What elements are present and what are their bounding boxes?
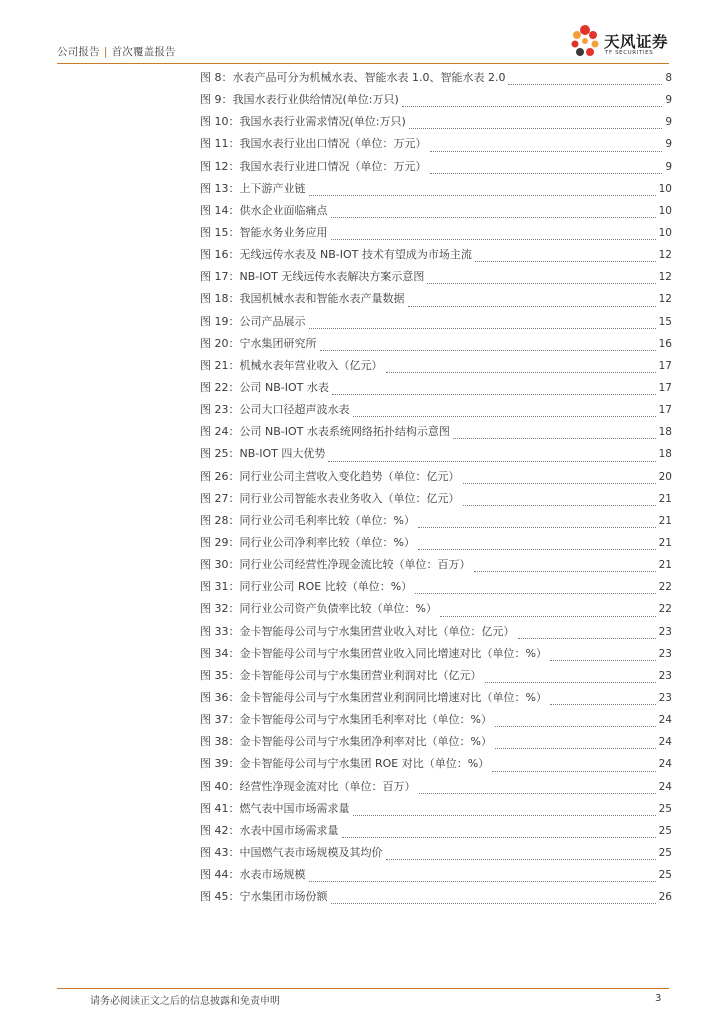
toc-entry[interactable] [200,67,672,89]
figure-caption: 金卡智能母公司与宁水集团营业收入同比增速对比（单位：%） [239,646,547,660]
dot-leader [550,659,656,661]
dot-leader [440,615,656,617]
figure-page-number: 10 [658,226,672,239]
figure-caption: 我国机械水表和智能水表产量数据 [239,292,405,306]
figure-caption: 同行业公司 ROE 比较（单位：%） [239,580,413,594]
figure-page-number: 21 [658,514,672,527]
figure-caption: 公司产品展示 [239,314,306,328]
figure-number: 图 21： [200,358,240,372]
figure-caption: 金卡智能母公司与宁水集团营业收入对比（单位：亿元） [239,624,515,638]
figure-caption: 同行业公司净利率比较（单位：%） [239,535,415,549]
toc-entry[interactable] [200,311,672,333]
toc-entry[interactable] [200,643,672,665]
toc-entry[interactable] [200,443,672,465]
figure-page-number: 21 [658,492,672,505]
dot-leader [495,747,656,749]
dot-leader [408,305,656,307]
dot-leader [342,836,656,838]
dot-leader [409,127,663,129]
figure-number: 图 15： [200,225,240,239]
flower-logo-icon [568,22,604,60]
figure-page-number: 17 [658,359,672,372]
toc-entry[interactable] [200,288,672,310]
dot-leader [463,504,656,506]
toc-entry[interactable] [200,576,672,598]
figure-number: 图 22： [200,380,240,394]
figure-page-number: 9 [665,160,672,173]
figure-number: 图 11： [200,137,240,151]
figure-caption: 公司 NB-IOT 水表系统网络拓扑结构示意图 [239,425,450,439]
dot-leader [353,415,656,417]
figure-page-number: 24 [658,758,672,771]
toc-entry[interactable] [200,510,672,532]
toc-entry[interactable] [200,598,672,620]
report-subtype: 首次覆盖报告 [111,46,176,58]
toc-entry[interactable] [200,333,672,355]
figure-number: 图 27： [200,491,240,505]
page-number: 3 [655,993,662,1004]
figure-number: 图 32： [200,602,240,616]
dot-leader [418,548,656,550]
figure-caption: 同行业公司资产负债率比较（单位：%） [239,602,437,616]
figure-page-number: 22 [658,581,672,594]
figure-page-number: 24 [658,714,672,727]
figure-page-number: 21 [658,536,672,549]
figure-page-number: 20 [658,470,672,483]
figure-caption: 机械水表年营业收入（亿元） [239,358,383,372]
toc-entry[interactable] [200,864,672,886]
figure-page-number: 16 [658,337,672,350]
figure-number: 图 43： [200,845,240,859]
figure-caption: 智能水务业务应用 [239,225,328,239]
dot-leader [485,681,656,683]
figure-page-number: 25 [658,869,672,882]
figure-number: 图 12： [200,159,240,173]
figure-caption: 宁水集团研究所 [239,336,317,350]
dot-leader [550,703,656,705]
toc-entry[interactable] [200,89,672,111]
dot-leader [309,327,656,329]
toc-entry[interactable] [200,776,672,798]
figure-number: 图 18： [200,292,240,306]
figure-number: 图 34： [200,646,240,660]
figure-caption: 中国燃气表市场规模及其均价 [239,845,383,859]
dot-leader [492,770,655,772]
figure-caption: 金卡智能母公司与宁水集团 ROE 对比（单位：%） [239,757,490,771]
figure-page-number: 23 [658,691,672,704]
figure-page-number: 23 [658,669,672,682]
figure-caption: NB-IOT 四大优势 [239,447,326,461]
figure-number: 图 8： [200,71,233,84]
figure-page-number: 12 [658,271,672,284]
dot-leader [415,592,655,594]
dot-leader [474,570,656,572]
figure-caption: 金卡智能母公司与宁水集团营业利润对比（亿元） [239,668,482,682]
toc-entry[interactable] [200,820,672,842]
dot-leader [463,482,656,484]
toc-entry[interactable] [200,178,672,200]
figure-page-number: 21 [658,559,672,572]
dot-leader [353,814,656,816]
dot-leader [419,792,656,794]
figure-number: 图 16： [200,248,240,262]
tf-securities-logo [568,22,678,62]
figure-number: 图 14： [200,203,240,217]
toc-entry[interactable] [200,466,672,488]
logo-name-en: TF SECURITIES [605,50,654,56]
dot-leader [430,172,663,174]
dot-leader [331,238,656,240]
figure-caption: 经营性净现金流对比（单位：百万） [239,779,416,793]
figure-caption: 金卡智能母公司与宁水集团营业利润同比增速对比（单位：%） [239,690,547,704]
toc-entry[interactable] [200,355,672,377]
figure-number: 图 28： [200,513,240,527]
figure-caption: 供水企业面临痛点 [239,203,328,217]
figure-number: 图 13： [200,181,240,195]
dot-leader [332,393,656,395]
dot-leader [475,260,656,262]
figure-index [200,67,672,908]
figure-caption: 无线远传水表及 NB-IOT 技术有望成为市场主流 [239,248,472,262]
figure-number: 图 20： [200,336,240,350]
dot-leader [402,105,663,107]
figure-page-number: 15 [658,315,672,328]
dot-leader [309,194,656,196]
toc-entry[interactable] [200,731,672,753]
dot-leader [386,371,656,373]
figure-number: 图 19： [200,314,240,328]
header-rule [57,63,669,64]
toc-entry[interactable] [200,753,672,775]
figure-caption: 我国水表行业进口情况（单位：万元） [239,159,427,173]
figure-caption: 公司 NB-IOT 水表 [239,380,329,394]
toc-entry[interactable] [200,798,672,820]
figure-page-number: 23 [658,647,672,660]
toc-entry[interactable] [200,886,672,908]
dot-leader [328,460,655,462]
figure-caption: 水表中国市场需求量 [239,823,339,837]
figure-number: 图 41： [200,801,240,815]
report-category: 公司报告 [57,46,100,58]
figure-page-number: 9 [665,116,672,129]
figure-page-number: 25 [658,824,672,837]
dot-leader [508,83,662,85]
toc-entry[interactable] [200,266,672,288]
toc-entry[interactable] [200,842,672,864]
figure-number: 图 38： [200,735,240,749]
toc-entry[interactable] [200,111,672,133]
figure-number: 图 31： [200,580,240,594]
toc-entry[interactable] [200,709,672,731]
toc-entry[interactable] [200,554,672,576]
footer-disclaimer: 请务必阅读正文之后的信息披露和免责申明 [90,996,280,1007]
dot-leader [320,349,656,351]
figure-number: 图 33： [200,624,240,638]
figure-page-number: 23 [658,625,672,638]
dot-leader [331,216,656,218]
toc-entry[interactable] [200,488,672,510]
figure-number: 图 23： [200,403,240,417]
figure-page-number: 12 [658,249,672,262]
toc-entry[interactable] [200,133,672,155]
dot-leader [518,637,656,639]
figure-page-number: 9 [665,138,672,151]
dot-leader [453,437,656,439]
figure-caption: 公司大口径超声波水表 [239,403,350,417]
figure-page-number: 10 [658,204,672,217]
dot-leader [309,880,656,882]
figure-number: 图 42： [200,823,240,837]
figure-caption: 上下游产业链 [239,181,306,195]
footer-rule [57,988,669,989]
report-type [57,44,176,59]
figure-number: 图 24： [200,425,240,439]
figure-number: 图 26： [200,469,240,483]
dot-leader [331,902,656,904]
figure-page-number: 24 [658,736,672,749]
toc-entry[interactable] [200,665,672,687]
figure-number: 图 30： [200,558,240,572]
figure-caption: 同行业公司智能水表业务收入（单位：亿元） [239,491,460,505]
figure-number: 图 37： [200,713,240,727]
figure-caption: 水表产品可分为机械水表、智能水表 1.0、智能水表 2.0 [232,71,506,84]
figure-page-number: 10 [658,182,672,195]
dot-leader [418,526,656,528]
toc-entry[interactable] [200,399,672,421]
figure-page-number: 25 [658,802,672,815]
figure-caption: NB-IOT 无线远传水表解决方案示意图 [239,270,425,284]
figure-caption: 我国水表行业出口情况（单位：万元） [239,137,427,151]
toc-entry[interactable] [200,421,672,443]
figure-number: 图 45： [200,890,240,904]
dot-leader [495,725,656,727]
figure-number: 图 29： [200,535,240,549]
figure-number: 图 25： [200,447,240,461]
figure-number: 图 40： [200,779,240,793]
dot-leader [386,858,656,860]
toc-entry[interactable] [200,621,672,643]
toc-entry[interactable] [200,200,672,222]
figure-page-number: 18 [658,426,672,439]
figure-number: 图 35： [200,668,240,682]
logo-name-cn: 天风证券 [604,33,669,51]
figure-caption: 宁水集团市场份额 [239,890,328,904]
figure-number: 图 39： [200,757,240,771]
figure-number: 图 10： [200,115,240,129]
figure-caption: 我国水表行业供给情况(单位:万只) [232,93,399,107]
figure-caption: 同行业公司经营性净现金流比较（单位：百万） [239,558,471,572]
figure-page-number: 9 [665,94,672,107]
figure-caption: 金卡智能母公司与宁水集团净利率对比（单位：%） [239,735,492,749]
figure-page-number: 12 [658,293,672,306]
figure-number: 图 9： [200,93,233,107]
figure-page-number: 8 [665,72,672,84]
figure-number: 图 44： [200,868,240,882]
toc-entry[interactable] [200,244,672,266]
dot-leader [427,282,655,284]
figure-number: 图 36： [200,690,240,704]
figure-caption: 燃气表中国市场需求量 [239,801,350,815]
toc-entry[interactable] [200,156,672,178]
figure-page-number: 24 [658,780,672,793]
figure-page-number: 25 [658,846,672,859]
toc-entry[interactable] [200,532,672,554]
figure-caption: 金卡智能母公司与宁水集团毛利率对比（单位：%） [239,713,492,727]
toc-entry[interactable] [200,222,672,244]
header-separator: | [103,46,108,58]
figure-page-number: 22 [658,603,672,616]
toc-entry[interactable] [200,377,672,399]
figure-page-number: 26 [658,891,672,904]
figure-page-number: 18 [658,448,672,461]
figure-caption: 同行业公司主营收入变化趋势（单位：亿元） [239,469,460,483]
toc-entry[interactable] [200,687,672,709]
figure-page-number: 17 [658,404,672,417]
figure-caption: 我国水表行业需求情况(单位:万只) [239,115,406,129]
dot-leader [430,150,663,152]
figure-caption: 同行业公司毛利率比较（单位：%） [239,513,415,527]
figure-number: 图 17： [200,270,240,284]
figure-caption: 水表市场规模 [239,868,306,882]
figure-page-number: 17 [658,381,672,394]
